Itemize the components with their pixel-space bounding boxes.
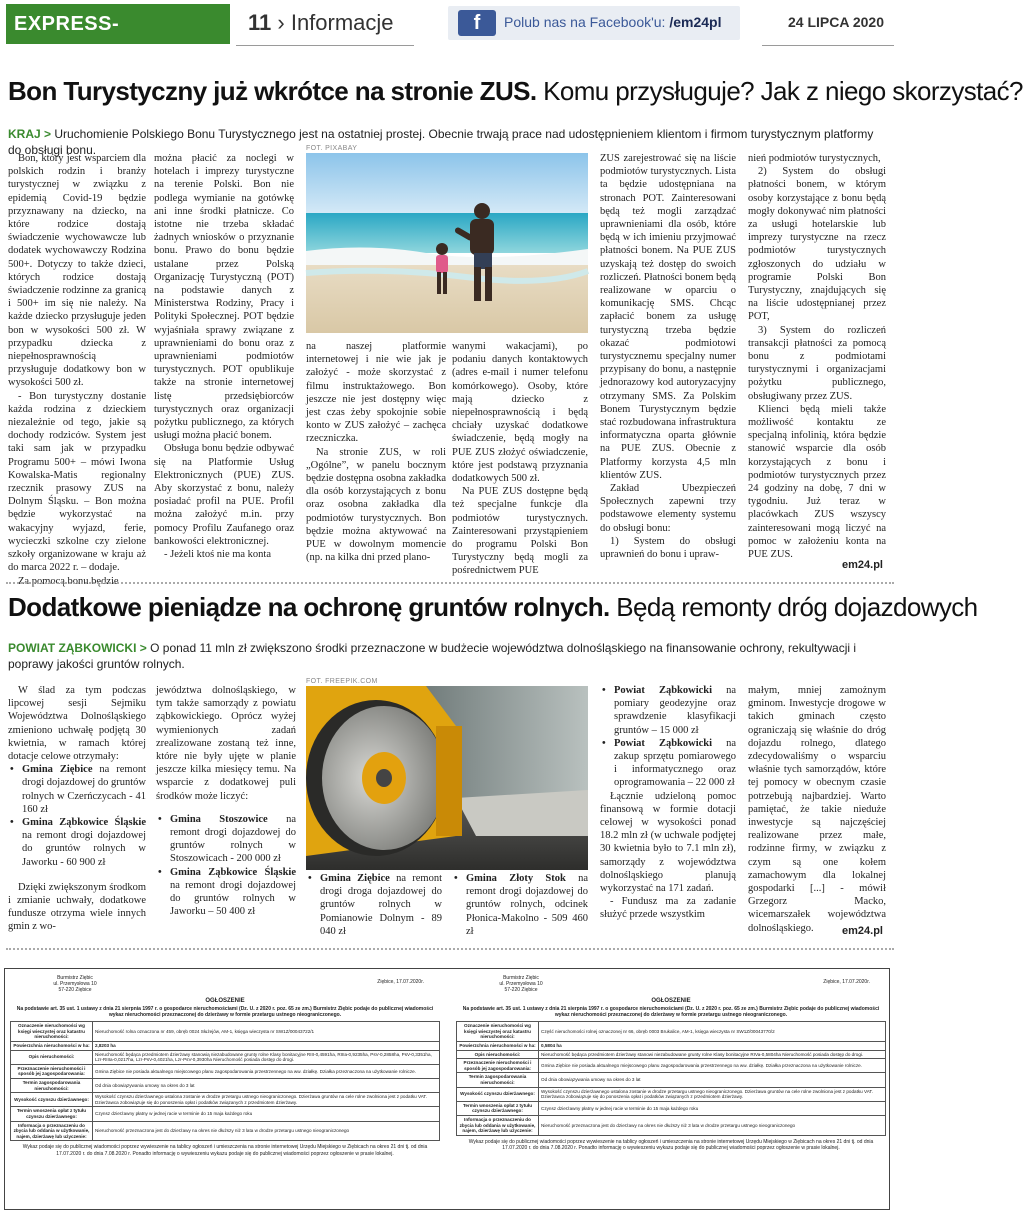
address-line: 57-220 Ziębice — [58, 987, 92, 994]
address-line: 57-220 Ziębice — [504, 987, 538, 994]
table-value: Gmina Ziębice nie posiada aktualnego miejscowego planu zagospodarowania przestrzennego na ww. działkę. Działka przeznaczona na użytkowanie rolnicze. — [539, 1059, 886, 1073]
paragraph: - Bon turystyczny dostanie każda rodzina z dzieckiem niezależnie od tego, jakie są dochody rodziców. System jest taki sam jak w przypadku Programu 500+ – mówi Iwona Kowalska-Matis regionalny rzecznik prasowy ZUS na Dolnym Śląsku. – Bon można będzie wykorzystać na wakacyjny wyjazd, ferie, wycieczki szkolne czy zielone szkoły organizowane w kraju aż do marca 2022 r. – dodaje. — [8, 390, 146, 574]
article1-column-2 — [154, 152, 294, 572]
paragraph: 1) System do obsługi uprawnień do bonu i upraw- — [600, 535, 736, 561]
table-key: Wysokość czynszu dzierżawnego: — [457, 1087, 539, 1101]
section-title — [248, 10, 394, 36]
table-key: Przeznaczenie nieruchomości i sposób jej zagospodarowania: — [457, 1059, 539, 1073]
address-line: Burmistrz Ziębic — [57, 975, 93, 981]
table-key: Termin zagospodarowania nieruchomości: — [11, 1078, 93, 1092]
article1-title — [8, 76, 1023, 107]
table-key: Termin wnoszenia opłat z tytułu czynszu dzierżawnego: — [457, 1101, 539, 1115]
table-value: Gmina Ziębice nie posiada aktualnego miejscowego planu zagospodarowania przestrzennego na ww. działkę. Działka przeznaczona na użytkowanie rolnicze. — [93, 1064, 440, 1078]
notice-footer: Wykaz podaje się do publicznej wiadomości poprzez wywieszenie na tablicy ogłoszeń i umieszczenia na stronie internetowej Urzędu Miejskiego w Ziębicach na okres 21 dni tj. od dnia 17.07.2020 r. do dnia 7.08.2020 r. Ponadto informację o wywieszeniu wykazu podaje się do publicznej wiadomości poprzez ogłoszenie w prasie lokalnej. — [468, 1138, 874, 1151]
paragraph: wanymi wakacjami), po podaniu danych kontaktowych (adres e-mail i numer telefonu komórkowego). Osoby, które mają dziecko z niepełnosprawnością i będą chciały uzyskać dodatkowe świadczenie, będą mogły na PUE ZUS złożyć oświadczenie, które jest podstawą przyznania dodatkowych 500 zł. — [452, 341, 588, 485]
notice-heading: OGŁOSZENIE — [651, 997, 691, 1004]
grant-list — [8, 763, 146, 869]
paragraph: nień podmiotów turystycznych, — [748, 153, 881, 164]
table-value: Od dnia obowiązywania umowy na okres do 3 lat — [93, 1078, 440, 1092]
beach-photo-illustration — [306, 153, 588, 333]
list-item — [306, 872, 442, 938]
notice-footer: Wykaz podaje się do publicznej wiadomości poprzez wywieszenie na tablicy ogłoszeń i umieszczenia na stronie internetowej Urzędu Miejskiego w Ziębicach na okres 21 dni tj. od dnia 17.07.2020 r. do dnia 7.08.2020 r. Ponadto informację o wywieszeniu wykazu podaje się do publicznej wiadomości poprzez ogłoszenie w prasie lokalnej. — [22, 1144, 428, 1157]
paragraph: Obsługa bonu będzie odbywać się na Platformie Usług Elektronicznych (PUE) ZUS. Aby skorzystać z bonu, należy posiadać profil na PUE. Profil można założyć m.in. przy pomocy Profilu Zaufanego oraz bankowości elektronicznej. — [154, 443, 294, 547]
grant-text: na remont drogi dojazdowej do gruntów rolnych w Jaworku – 50 400 zł — [170, 879, 296, 918]
table-row — [11, 1050, 440, 1064]
notice-heading: OGŁOSZENIE — [205, 997, 245, 1004]
photo-credit: FOT. PIXABAY — [306, 145, 358, 152]
notice-address — [10, 975, 140, 994]
paragraph: na naszej platformie internetowej i nie wie jak je założyć - może skorzystać z filmu instruktażowego. Bon jeszcze nie jest dostępny więc jest czas żeby spokojnie sobie konto w ZUS założyć – zachęca rzeczniczka. — [306, 341, 446, 445]
paragraph: Zakład Ubezpieczeń Społecznych zapewni trzy podstawowe elementy systemu do obsługi bonu: — [600, 483, 736, 534]
grantee-name: Gmina Ząbkowice Śląskie — [170, 866, 296, 878]
grant-text: na remont drogi droga dojazdowej do gruntów rolnych w Pomianowie Dolnym - 89 040 zł — [320, 873, 442, 937]
table-value: Czynsz dzierżawny płatny w jednej racie w terminie do 15 maja każdego roku — [93, 1107, 440, 1121]
article1-column-5 — [748, 152, 886, 561]
table-value: Wysokość czynszu dzierżawnego ustalona zostanie w drodze przetargu ustnego nieograniczonego. Dzierżawa gruntów na cele rolne zwolniona jest z podatku VAT. Dzierżawca zobowiązuje się do ponoszenia opłat i podatków związanych z przedmiotem dzierżawy. — [93, 1093, 440, 1107]
table-key: Oznaczenie nieruchomości wg księgi wieczystej oraz katastru nieruchomości: — [11, 1022, 93, 1042]
table-row — [457, 1059, 886, 1073]
grant-text: na remont drogi dojazdowej do gruntów rolnych w Stoszowicach - 200 000 zł — [170, 813, 296, 865]
article1-kicker: KRAJ > — [8, 127, 52, 141]
notice-intro: Na podstawie art. 35 ust. 1 ustawy z dnia 21 sierpnia 1997 r. o gospodarce nieruchomościami (Dz. U. z 2020 r. poz. 65 ze zm.) Burmistrz Ziębic podaje do publicznej wiadomości wykaz nieruchomości przeznaczonej do dzierżawy w formie przetargu ustnego nieograniczonego. — [16, 1005, 434, 1019]
section-name: › Informacje — [277, 10, 394, 35]
table-row — [457, 1087, 886, 1101]
grant-text: na remont drogi dojazdowej do gruntów rolnych w Jaworku - 60 900 zł — [22, 830, 146, 868]
paragraph: można płacić za noclegi w hotelach i imprezy turystyczne na terenie Polski. Bon nie podlega wymianie na gotówkę ani inne środki płatnicze. Co istotne nie trzeba składać żadnych wniosków o przyznanie bonu. Prawo do bonu będzie ustalane przez Polską Organizację Turystyczną (POT) na podstawie danych z Ministerstwa Rodziny, Pracy i Polityki Społecznej. POT będzie wyjaśniała sprawy związane z uprawnieniami do bonu oraz z uprawnieniami podmiotów turystycznych. POT opublikuje także na stronie internetowej listę przedsiębiorców turystycznych oraz organizacji pożytku publicznego, za których usługi można płacić bonem. — [154, 153, 294, 442]
site-logo[interactable]: EXPRESS-MIEJSKI.PL — [6, 4, 230, 44]
table-key: Powierzchnia nieruchomości w ha: — [11, 1042, 93, 1051]
paragraph: Klienci będą mieli także możliwość kontaktu ze specjalną infolinią, która będzie stanowić wsparcie dla osób korzystających z bonu i podmiotów turystycznych przez 24 godziny na dobę, 7 dni w tygodniu. Już teraz w placówkach ZUS wszyscy zainteresowani mogą liczyć na pomoc w założeniu konta na PUE ZUS. — [748, 403, 886, 561]
list-item — [452, 872, 588, 938]
article1-column-4 — [600, 152, 736, 572]
grantee-name: Gmina Ziębice — [320, 873, 390, 884]
issue-date: 24 LIPCA 2020 — [788, 14, 884, 30]
paragraph: W ślad za tym podczas lipcowej sesji Sejmiku Województwa Dolnośląskiego zmieniono uchwałę podjętą 30 kwietnia, w ramach której dotacje celowe otrzymały: — [8, 685, 146, 763]
table-value: Nieruchomość przeznaczona jest do dzierżawy na okres nie dłuższy niż 3 lata w drodze przetargu ustnego nieograniczonego — [539, 1115, 886, 1135]
notice-date: Ziębice, 17.07.2020r. — [823, 979, 870, 985]
grantee-name: Gmina Ząbkowice Śląskie — [22, 817, 146, 829]
road-roller-photo — [306, 686, 588, 870]
table-key: Informacja o przeznaczeniu do zbycia lub oddania w użytkowanie, najem, dzierżawę lub użyczenie: — [11, 1121, 93, 1141]
grant-list — [306, 872, 442, 938]
article2-column-3 — [600, 684, 736, 946]
address-line: ul. Przemysłowa 10 — [499, 981, 543, 988]
facebook-banner[interactable] — [448, 6, 740, 40]
table-row — [11, 1064, 440, 1078]
paragraph: ZUS zarejestrować się na liście podmiotów turystycznych. Lista ta będzie udostępniana na stronach POT. Zainteresowani będą też mogli zarządzać uprawnieniami dla osób, które będą w ich imieniu przyjmować płatności bonem. Na PUE ZUS uzyskają też dostęp do swoich rozliczeń. Płatności bonem będą realizowane w oparciu o komunikację SMS. Chcąc zapłacić bonem za usługę turystyczną trzeba będzie okazać podmiotowi turystycznemu specjalny numer przypisany do bonu, a następnie jednorazowy kod autoryzacyjny otrzymany SMS. Za Polskim Bonem Turystycznym będzie stać rozbudowana infrastruktura informatyczna oparta głównie na PUE ZUS. Obecnie z Platformy korzysta 4,5 mln klientów ZUS. — [600, 153, 736, 481]
list-item — [600, 737, 736, 790]
header-rule — [236, 45, 414, 46]
article2-kicker: POWIAT ZĄBKOWICKI > — [8, 641, 147, 655]
table-row — [11, 1042, 440, 1051]
paragraph: - Jeżeli ktoś nie ma konta — [164, 549, 272, 561]
table-value: Część nieruchomości rolnej oznaczonej nr 66, obręb 0003 Brukalice, AM-1, księga wieczysta nr SW1Z/00043770/2 — [539, 1022, 886, 1042]
table-value: 2,8203 ha — [93, 1042, 440, 1051]
table-value: Czynsz dzierżawny płatny w jednej racie w terminie do 15 maja każdego roku — [539, 1101, 886, 1115]
grant-list — [156, 813, 296, 919]
table-row — [11, 1107, 440, 1121]
paragraph: małym, mniej zamożnym gminom. Inwestycje drogowe w takich gminach często ograniczają się właśnie do dróg dojazdu rolnego, dlatego zdecydowaliśmy o wsparciu właśnie tych samorządów, które tej pomocy w obecnym czasie potrzebują najbardziej. Warto pamiętać, że takie nieduże inwestycje są najczęściej realizowane przez małe, rodzinne firmy, w związku z czym są one kołem zamachowym dla lokalnej gospodarki [...] - mówił Grzegorz Macko, wicemarszałek województwa dolnośląskiego. — [748, 685, 886, 934]
table-row — [11, 1022, 440, 1042]
grantee-name: Gmina Stoszowice — [170, 813, 268, 825]
article2-lead — [8, 640, 888, 672]
article2-lead-text: O ponad 11 mln zł zwiększono środki przeznaczone w budżecie województwa dolnośląskiego na finansowanie ochrony, rekultywacji i poprawy jakości gruntów rolnych. — [8, 641, 857, 671]
paragraph: Na PUE ZUS dostępne będą też specjalne funkcje dla podmiotów turystycznych. Zainteresowani przystąpieniem do programu Polski Bon Turystyczny będą mogli za pośrednictwem PUE — [452, 486, 588, 577]
article2-under-image-right — [452, 872, 588, 946]
paragraph: Za pomocą bonu będzie — [18, 575, 119, 587]
list-item — [8, 763, 146, 816]
article2-signature: em24.pl — [842, 925, 883, 937]
notice-right — [456, 975, 886, 1151]
table-key: Opis nieruchomości: — [457, 1050, 539, 1059]
article1-column-1 — [8, 152, 146, 587]
grant-text: na zakup sprzętu pomiarowego i informatycznego oraz oprogramowania – 22 000 zł — [614, 737, 736, 789]
table-key: Wysokość czynszu dzierżawnego: — [11, 1093, 93, 1107]
article-divider — [6, 582, 894, 584]
notice-table — [10, 1021, 440, 1141]
article2-column-2 — [156, 684, 296, 946]
road-roller-illustration — [306, 686, 588, 870]
grantee-name: Powiat Ząbkowicki — [614, 685, 713, 696]
table-key: Oznaczenie nieruchomości wg księgi wieczystej oraz katastru nieruchomości: — [457, 1022, 539, 1042]
notice-address — [456, 975, 586, 994]
table-value: 0,5804 ha — [539, 1042, 886, 1051]
address-line: ul. Przemysłowa 10 — [53, 981, 97, 988]
grant-text: na pomiary geodezyjne oraz sprawdzenie klasyfikacji gruntów – 15 000 zł — [614, 685, 736, 736]
article1-column-3a — [306, 340, 446, 572]
table-row — [457, 1022, 886, 1042]
table-row — [11, 1078, 440, 1092]
article2-title — [8, 592, 978, 623]
table-row — [457, 1101, 886, 1115]
grantee-name: Powiat Ząbkowicki — [614, 737, 713, 749]
table-row — [457, 1042, 886, 1051]
article2-under-image-left — [306, 872, 442, 946]
list-item — [8, 816, 146, 869]
article1-signature: em24.pl — [842, 559, 883, 571]
table-value: Nieruchomość rolna oznaczona nr 459, obręb 0024 Służejów, AM-1, księga wieczysta nr SW1Z/00043722/1 — [93, 1022, 440, 1042]
notice-table — [456, 1021, 886, 1136]
beach-photo — [306, 153, 588, 333]
table-value: Nieruchomość przeznaczona jest do dzierżawy na okres nie dłuższy niż 3 lata w drodze przetargu ustnego nieograniczonego — [93, 1121, 440, 1141]
photo-credit: FOT. FREEPIK.COM — [306, 678, 378, 685]
article1-lead-text: Uruchomienie Polskiego Bonu Turystycznego jest na ostatniej prostej. Obecnie trwają prace nad udostępnieniem klientom i firmom turystycznym platformy do obsługi bonu. — [8, 127, 874, 157]
article2-column-1 — [8, 684, 146, 946]
notice-left — [10, 975, 440, 1157]
paragraph: Łącznie udzieloną pomoc finansową w formie dotacji celowej w wysokości ponad 18.2 mln zł (w uchwale podjętej 30 kwietnia było to 7.1 mln zł), samorządy z województwa dolnośląskiego planują wykorzystać na 171 zadań. — [600, 790, 736, 895]
grant-list — [452, 872, 588, 938]
paragraph: - Fundusz ma za zadanie służyć przede wszystkim — [600, 896, 736, 921]
article1-title-rest: Komu przysługuje? Jak z niego skorzystać? — [536, 76, 1023, 106]
grant-list — [600, 684, 736, 790]
table-key: Termin wnoszenia opłat z tytułu czynszu dzierżawnego: — [11, 1107, 93, 1121]
paragraph: Dzięki zwiększonym środkom i zmianie uchwały, dodatkowe fundusze otrzyma wiele innych gmin z wo- — [8, 881, 146, 933]
table-key: Przeznaczenie nieruchomości i sposób jej zagospodarowania: — [11, 1064, 93, 1078]
paragraph: 3) System do rozliczeń transakcji płatności za pomocą bonu z podmiotami turystycznymi i organizacjami pożytku publicznego, obsługiwany przez ZUS. — [748, 324, 886, 402]
article-divider — [6, 948, 894, 950]
grantee-name: Gmina Ziębice — [22, 764, 93, 776]
article1-column-3b — [452, 340, 588, 577]
table-value: Nieruchomość będąca przedmiotem dzierżawy stanowią niezabudowane grunty rolne Klasy bonitacyjne RIII-0,4591ha, RIIIa-0,9235ha, PsV-0,2858ha, PsV-0,3351ha, Lzr-RIIIa-0,0217ha, Lzr-PsV-0,4021ha, Lzr-PsV-0,3930ha Nieruchomość posiada dostęp do drogi. — [93, 1050, 440, 1064]
table-value: Od dnia obowiązywania umowy na okres do 3 lat — [539, 1073, 886, 1087]
article2-title-rest: Będą remonty dróg dojazdowych — [609, 592, 978, 622]
list-item — [156, 866, 296, 919]
table-key: Informacja o przeznaczeniu do zbycia lub oddania w użytkowanie, najem, dzierżawę lub użyczenie: — [457, 1115, 539, 1135]
grant-text: na remont drogi dojazdowej do gruntów rolnych w Czerńczycach - 41 160 zł — [22, 764, 146, 815]
paragraph: jewództwa dolnośląskiego, w tym także samorządy z powiatu ząbkowickiego. Oprócz wyżej wymienionych zadań zrealizowane zostaną też inne, które nie były ujęte w planie jeszcze kilka miesięcy temu. Na wsparcie z dodatkowej puli środków może liczyć: — [156, 685, 296, 802]
article2-title-bold: Dodatkowe pieniądze na ochronę gruntów rolnych. — [8, 592, 610, 622]
paragraph: Bon, który jest wsparciem dla polskich rodzin i branży turystycznej w związku z epidemią Covid-19 będzie przyznawany na dziecko, na które rodzice dostają świadczenie wychowawcze lub dodatek wychowawczy Rodzina 500+. Dotyczy to także dzieci, których rodzice dostają świadczenie rodzinne za granicą i 500+ im się nie należy. Na każde dziecko przysługuje jeden bon w wysokości 500 zł. W przypadku dziecka z niepełnosprawnością przysługuje dodatkowy bon w wysokości 500 zł. — [8, 153, 146, 389]
list-item — [156, 813, 296, 866]
table-row — [457, 1073, 886, 1087]
notice-intro: Na podstawie art. 35 ust. 1 ustawy z dnia 21 sierpnia 1997 r. o gospodarce nieruchomościami (Dz. U. z 2020 r. poz. 65 ze zm.) Burmistrz Ziębic podaje do publicznej wiadomości wykaz nieruchomości przeznaczonej do dzierżawy w formie przetargu ustnego nieograniczonego. — [462, 1005, 880, 1019]
table-row — [457, 1050, 886, 1059]
article1-title-bold: Bon Turystyczny już wkrótce na stronie ZUS. — [8, 76, 537, 106]
table-row — [11, 1093, 440, 1107]
table-key: Powierzchnia nieruchomości w ha: — [457, 1042, 539, 1051]
grant-text: na remont drogi dojazdowej do gruntów rolnych, odcinek Płonica-Makolno - 509 460 zł — [466, 873, 588, 937]
page-number: 11 — [248, 10, 272, 35]
header-rule — [762, 45, 894, 46]
paragraph: Na stronie ZUS, w roli „Ogólne”, w panelu bocznym będzie dostępna osobna zakładka dla osób korzystających z bonu oraz osobna zakładka dla podmiotów turystycznych. Bon będzie można aktywować na PUE w dowolnym momencie (np. na kilka dni przed plano- — [306, 446, 446, 564]
grantee-name: Gmina Złoty Stok — [466, 873, 566, 884]
table-row — [11, 1121, 440, 1141]
paragraph: 2) System do obsługi płatności bonem, w którym osoby korzystające z bonu będą mogły dokonywać nim płatności za usługi hotelarskie lub imprezy turystyczne na rzecz podmiotów turystycznych zgłoszonych do udziału w programie Polski Bon Turystyczny, znajdujących się na liście udostępnianej przez POT, — [748, 166, 886, 323]
table-value: Wysokość czynszu dzierżawnego ustalona zostanie w drodze przetargu ustnego nieograniczonego. Dzierżawa gruntów na cele rolne zwolniona jest z podatku VAT. Dzierżawca zobowiązuje się do ponoszenia opłat i podatków związanych z przedmiotem dzierżawy. — [539, 1087, 886, 1101]
facebook-handle: /em24pl — [669, 14, 722, 30]
facebook-text — [504, 14, 721, 30]
table-key: Opis nieruchomości: — [11, 1050, 93, 1064]
table-value: Nieruchomość będąca przedmiotem dzierżawy stanowi niezabudowane grunty rolne Klasy bonitacyjne RIVa-0,5804ha Nieruchomość posiada dostęp do drogi. — [539, 1050, 886, 1059]
facebook-like-icon: f — [458, 10, 496, 36]
facebook-label: Polub nas na Facebook'u: — [504, 14, 666, 30]
notice-date: Ziębice, 17.07.2020r. — [377, 979, 424, 985]
address-line: Burmistrz Ziębic — [503, 975, 539, 981]
table-key: Termin zagospodarowania nieruchomości: — [457, 1073, 539, 1087]
list-item — [600, 684, 736, 737]
table-row — [457, 1115, 886, 1135]
page-header — [0, 0, 900, 75]
